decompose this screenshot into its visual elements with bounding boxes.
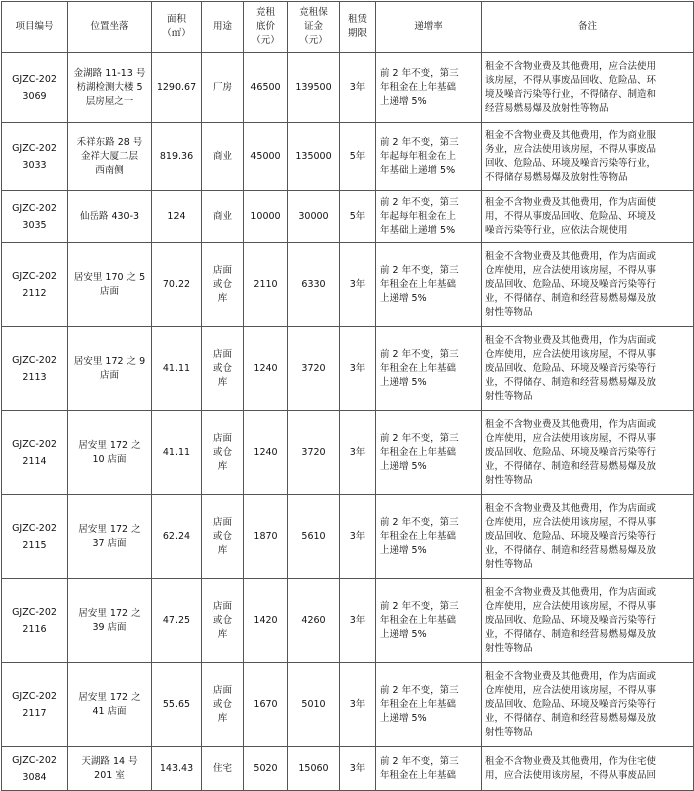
cell-id: GJZC-202 3035 bbox=[2, 191, 68, 243]
cell-remark: 租金不含物业费及其他费用，应合法使用 该房屋，不得从事废品回收、危险品、环 境及噪音污染等行业，不得储存、制造和 经营易燃易爆及放射性等物品 bbox=[482, 53, 694, 123]
cell-area: 47.25 bbox=[152, 579, 202, 663]
table-body bbox=[2, 53, 694, 791]
cell-use: 店面 或仓 库 bbox=[202, 243, 244, 327]
cell-area: 55.65 bbox=[152, 663, 202, 747]
cell-deposit: 5010 bbox=[288, 663, 340, 747]
cell-area: 819.36 bbox=[152, 123, 202, 191]
cell-location: 居安里 172 之 39 店面 bbox=[68, 579, 152, 663]
cell-id: GJZC-202 2116 bbox=[2, 579, 68, 663]
cell-use: 店面 或仓 库 bbox=[202, 327, 244, 411]
cell-use: 厂房 bbox=[202, 53, 244, 123]
table-row bbox=[2, 495, 694, 579]
cell-base-rent: 1420 bbox=[244, 579, 288, 663]
cell-id: GJZC-202 3069 bbox=[2, 53, 68, 123]
table-row bbox=[2, 579, 694, 663]
cell-area: 124 bbox=[152, 191, 202, 243]
cell-remark: 租金不含物业费及其他费用，作为店面或 仓库使用，应合法使用该房屋，不得从事 废品回收、危险品、环境及噪音污染等行 业，不得储存、制造和经营易燃易爆及放 射性等物品 bbox=[482, 327, 694, 411]
cell-remark: 租金不含物业费及其他费用，作为店面或 仓库使用，应合法使用该房屋，不得从事 废品回收、危险品、环境及噪音污染等行 业，不得储存、制造和经营易燃易爆及放 射性等物品 bbox=[482, 663, 694, 747]
header-location: 位置坐落 bbox=[68, 2, 152, 53]
table-row bbox=[2, 747, 694, 791]
cell-deposit: 139500 bbox=[288, 53, 340, 123]
cell-increase: 前 2 年不变，第三 年租金在上年基础 上递增 5% bbox=[376, 327, 482, 411]
cell-location: 居安里 172 之 9 店面 bbox=[68, 327, 152, 411]
cell-term: 3年 bbox=[340, 53, 376, 123]
cell-location: 居安里 170 之 5 店面 bbox=[68, 243, 152, 327]
cell-increase: 前 2 年不变，第三 年租金在上年基础 上递增 5% bbox=[376, 411, 482, 495]
cell-location: 居安里 172 之 37 店面 bbox=[68, 495, 152, 579]
lease-table bbox=[1, 1, 694, 791]
cell-remark: 租金不含物业费及其他费用，作为店面或 仓库使用，应合法使用该房屋，不得从事 废品回收、危险品、环境及噪音污染等行 业，不得储存、制造和经营易燃易爆及放 射性等物品 bbox=[482, 243, 694, 327]
cell-remark: 租金不含物业费及其他费用，作为住宅使 用，应合法使用该房屋，不得从事废品回 bbox=[482, 747, 694, 791]
cell-location: 金湖路 11-13 号 枋湖检测大楼 5 层房屋之一 bbox=[68, 53, 152, 123]
cell-area: 41.11 bbox=[152, 327, 202, 411]
table-row bbox=[2, 243, 694, 327]
cell-increase: 前 2 年不变，第三 年租金在上年基础 上递增 5% bbox=[376, 663, 482, 747]
cell-deposit: 15060 bbox=[288, 747, 340, 791]
table-row bbox=[2, 191, 694, 243]
cell-id: GJZC-202 2112 bbox=[2, 243, 68, 327]
cell-term: 3年 bbox=[340, 663, 376, 747]
cell-area: 70.22 bbox=[152, 243, 202, 327]
cell-id: GJZC-202 2114 bbox=[2, 411, 68, 495]
cell-term: 3年 bbox=[340, 495, 376, 579]
cell-id: GJZC-202 2113 bbox=[2, 327, 68, 411]
cell-term: 5年 bbox=[340, 123, 376, 191]
cell-location: 禾祥东路 28 号 金祥大厦二层 西南侧 bbox=[68, 123, 152, 191]
cell-location: 仙岳路 430-3 bbox=[68, 191, 152, 243]
cell-use: 店面 或仓 库 bbox=[202, 411, 244, 495]
cell-deposit: 135000 bbox=[288, 123, 340, 191]
cell-deposit: 4260 bbox=[288, 579, 340, 663]
cell-remark: 租金不含物业费及其他费用，作为商业服 务业，应合法使用该房屋，不得从事废品 回收、危险品、环境及噪音污染等行业， 不得储存易燃易爆及放射性等物品 bbox=[482, 123, 694, 191]
cell-base-rent: 1870 bbox=[244, 495, 288, 579]
cell-remark: 租金不含物业费及其他费用，作为店面使 用，不得从事废品回收、危险品、环境及 噪音污染等行业，应依法合规使用 bbox=[482, 191, 694, 243]
cell-term: 5年 bbox=[340, 191, 376, 243]
cell-use: 店面 或仓 库 bbox=[202, 663, 244, 747]
cell-base-rent: 1670 bbox=[244, 663, 288, 747]
header-id: 项目编号 bbox=[2, 2, 68, 53]
cell-term: 3年 bbox=[340, 243, 376, 327]
header-area: 面积 （㎡） bbox=[152, 2, 202, 53]
cell-term: 3年 bbox=[340, 327, 376, 411]
cell-increase: 前 2 年不变，第三 年租金在上年基础 上递增 5% bbox=[376, 579, 482, 663]
cell-area: 143.43 bbox=[152, 747, 202, 791]
cell-remark: 租金不含物业费及其他费用，作为店面或 仓库使用，应合法使用该房屋，不得从事 废品回收、危险品、环境及噪音污染等行 业，不得储存、制造和经营易燃易爆及放 射性等物品 bbox=[482, 411, 694, 495]
table-row bbox=[2, 327, 694, 411]
cell-base-rent: 1240 bbox=[244, 327, 288, 411]
cell-id: GJZC-202 3084 bbox=[2, 747, 68, 791]
cell-use: 店面 或仓 库 bbox=[202, 579, 244, 663]
cell-area: 41.11 bbox=[152, 411, 202, 495]
header-increase: 递增率 bbox=[376, 2, 482, 53]
cell-increase: 前 2 年不变，第三 年起每年租金在上 年基础上递增 5% bbox=[376, 191, 482, 243]
table-row bbox=[2, 53, 694, 123]
cell-increase: 前 2 年不变，第三 年租金在上年基础 bbox=[376, 747, 482, 791]
cell-base-rent: 1240 bbox=[244, 411, 288, 495]
cell-deposit: 30000 bbox=[288, 191, 340, 243]
cell-use: 商业 bbox=[202, 191, 244, 243]
cell-remark: 租金不含物业费及其他费用，作为店面或 仓库使用，应合法使用该房屋，不得从事 废品回收、危险品、环境及噪音污染等行 业，不得储存、制造和经营易燃易爆及放 射性等物品 bbox=[482, 495, 694, 579]
cell-term: 3年 bbox=[340, 747, 376, 791]
cell-base-rent: 10000 bbox=[244, 191, 288, 243]
cell-deposit: 3720 bbox=[288, 411, 340, 495]
cell-location: 天湖路 14 号 201 室 bbox=[68, 747, 152, 791]
cell-base-rent: 2110 bbox=[244, 243, 288, 327]
cell-id: GJZC-202 2117 bbox=[2, 663, 68, 747]
cell-location: 居安里 172 之 41 店面 bbox=[68, 663, 152, 747]
cell-increase: 前 2 年不变，第三 年租金在上年基础 上递增 5% bbox=[376, 495, 482, 579]
header-row bbox=[2, 2, 694, 53]
header-use: 用途 bbox=[202, 2, 244, 53]
cell-term: 3年 bbox=[340, 411, 376, 495]
table-row bbox=[2, 123, 694, 191]
cell-base-rent: 46500 bbox=[244, 53, 288, 123]
cell-remark: 租金不含物业费及其他费用，作为店面或 仓库使用，应合法使用该房屋，不得从事 废品回收、危险品、环境及噪音污染等行 业，不得储存、制造和经营易燃易爆及放 射性等物品 bbox=[482, 579, 694, 663]
cell-increase: 前 2 年不变，第三 年起每年租金在上 年基础上递增 5% bbox=[376, 123, 482, 191]
cell-increase: 前 2 年不变，第三 年租金在上年基础 上递增 5% bbox=[376, 53, 482, 123]
cell-base-rent: 5020 bbox=[244, 747, 288, 791]
cell-use: 住宅 bbox=[202, 747, 244, 791]
header-remark: 备注 bbox=[482, 2, 694, 53]
header-deposit: 竞租保 证金 （元） bbox=[288, 2, 340, 53]
cell-use: 商业 bbox=[202, 123, 244, 191]
cell-id: GJZC-202 2115 bbox=[2, 495, 68, 579]
cell-deposit: 3720 bbox=[288, 327, 340, 411]
cell-area: 62.24 bbox=[152, 495, 202, 579]
cell-use: 店面 或仓 库 bbox=[202, 495, 244, 579]
cell-id: GJZC-202 3033 bbox=[2, 123, 68, 191]
header-base-rent: 竞租 底价 （元） bbox=[244, 2, 288, 53]
cell-location: 居安里 172 之 10 店面 bbox=[68, 411, 152, 495]
table-row bbox=[2, 411, 694, 495]
cell-area: 1290.67 bbox=[152, 53, 202, 123]
cell-term: 3年 bbox=[340, 579, 376, 663]
cell-deposit: 6330 bbox=[288, 243, 340, 327]
cell-base-rent: 45000 bbox=[244, 123, 288, 191]
cell-deposit: 5610 bbox=[288, 495, 340, 579]
table-row bbox=[2, 663, 694, 747]
cell-increase: 前 2 年不变，第三 年租金在上年基础 上递增 5% bbox=[376, 243, 482, 327]
header-term: 租赁 期限 bbox=[340, 2, 376, 53]
